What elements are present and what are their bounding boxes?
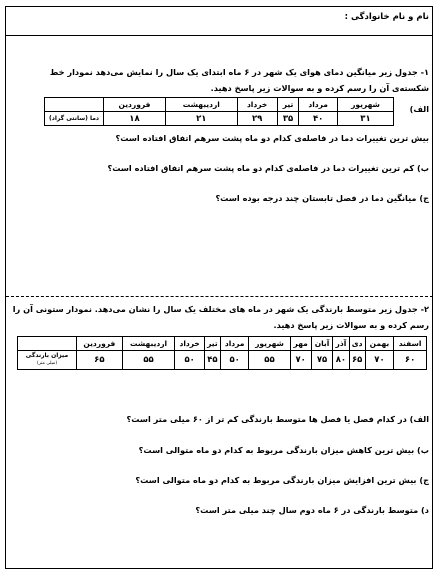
table-cell: فروردین: [77, 337, 123, 351]
temperature-table: [44, 97, 394, 126]
table-cell: مهر: [290, 337, 311, 351]
table-cell: ۵۰: [220, 351, 248, 370]
table-corner-cell: [18, 337, 77, 351]
table-cell: دی: [349, 337, 365, 351]
table-row: [18, 351, 427, 370]
table-cell: ۱۸: [104, 112, 166, 126]
table-cell: بهمن: [365, 337, 393, 351]
rainfall-table: [17, 336, 427, 370]
header-divider: [6, 35, 433, 36]
q2-sub-question: د) متوسط بارندگی در ۶ ماه دوم سال چند میلی متر است؟: [195, 505, 429, 515]
table-row-label: [18, 351, 77, 370]
table-cell: ۳۱: [337, 112, 393, 126]
table-cell: اردیبهشت: [122, 337, 175, 351]
table-cell: ۵۰: [175, 351, 205, 370]
table-cell: تیر: [277, 98, 299, 112]
table-cell: ۸۰: [333, 351, 349, 370]
table-corner-cell: [45, 98, 104, 112]
rainfall-unit: (میلی متر): [36, 361, 58, 366]
q2-text: ۲- جدول زیر متوسط بارندگی یک شهر در ماه های مختلف یک سال را نشان می‌دهد. نمودار ستونی آن را رسم کرده و به سوالات زیر پاسخ دهید.: [12, 304, 429, 330]
q1-text: ۱- جدول زیر میانگین دمای هوای یک شهر در ۶ ماه ابتدای یک سال را نمایش می‌دهد نمودار خط شکسته‌ی آن را رسم کرده و به سوالات زیر پاسخ دهید.: [49, 67, 429, 93]
table-cell: ۴۰: [299, 112, 338, 126]
q2-sub-question: ب) بیش ترین کاهش میزان بارندگی مربوط به کدام دو ماه متوالی است؟: [138, 445, 429, 455]
table-cell: ۵۵: [122, 351, 175, 370]
table-cell: ۷۰: [290, 351, 311, 370]
table-cell: آذر: [333, 337, 349, 351]
q2-sub-question: ج) بیش ترین افزایش میزان بارندگی مربوط به کدام دو ماه متوالی است؟: [135, 475, 429, 485]
table-cell: ۶۰: [394, 351, 427, 370]
q1-table-prefix: الف): [409, 104, 429, 114]
section-divider: [6, 296, 433, 297]
student-name-label: نام و نام خانوادگی :: [344, 12, 429, 22]
rainfall-label: میزان بارندگی: [25, 352, 69, 359]
table-cell: ۲۱: [165, 112, 237, 126]
table-cell: اسفند: [394, 337, 427, 351]
table-cell: ۲۹: [237, 112, 277, 126]
table-cell: ۶۵: [77, 351, 123, 370]
table-cell: ۷۰: [365, 351, 393, 370]
q1-sub-question: بیش ترین تغییرات دما در فاصله‌ی کدام دو ماه پشت سرهم اتفاق افتاده است؟: [115, 133, 429, 143]
table-cell: آبان: [311, 337, 333, 351]
q1-sub-question: ج) میانگین دما در فصل تابستان چند درجه بوده است؟: [215, 193, 429, 203]
table-cell: فروردین: [104, 98, 166, 112]
table-cell: ۵۵: [249, 351, 290, 370]
table-cell: ۳۵: [277, 112, 299, 126]
table-cell: اردیبهشت: [165, 98, 237, 112]
table-row: [18, 337, 427, 351]
table-row: [45, 98, 394, 112]
table-cell: خرداد: [237, 98, 277, 112]
table-cell: ۴۵: [204, 351, 220, 370]
q1-sub-question: ب) کم ترین تغییرات دما در فاصله‌ی کدام دو ماه پشت سرهم اتفاق افتاده است؟: [107, 163, 429, 173]
table-cell: شهریور: [337, 98, 393, 112]
table-row: [45, 112, 394, 126]
table-cell: تیر: [204, 337, 220, 351]
table-cell: ۷۵: [311, 351, 333, 370]
table-cell: شهریور: [249, 337, 290, 351]
table-cell: ۶۵: [349, 351, 365, 370]
table-cell: مرداد: [220, 337, 248, 351]
q2-sub-question: الف) در کدام فصل یا فصل ها متوسط بارندگی کم تر از ۶۰ میلی متر است؟: [126, 414, 429, 424]
table-row-label: دما (سانتی گراد): [45, 112, 104, 126]
table-cell: خرداد: [175, 337, 205, 351]
table-cell: مرداد: [299, 98, 338, 112]
